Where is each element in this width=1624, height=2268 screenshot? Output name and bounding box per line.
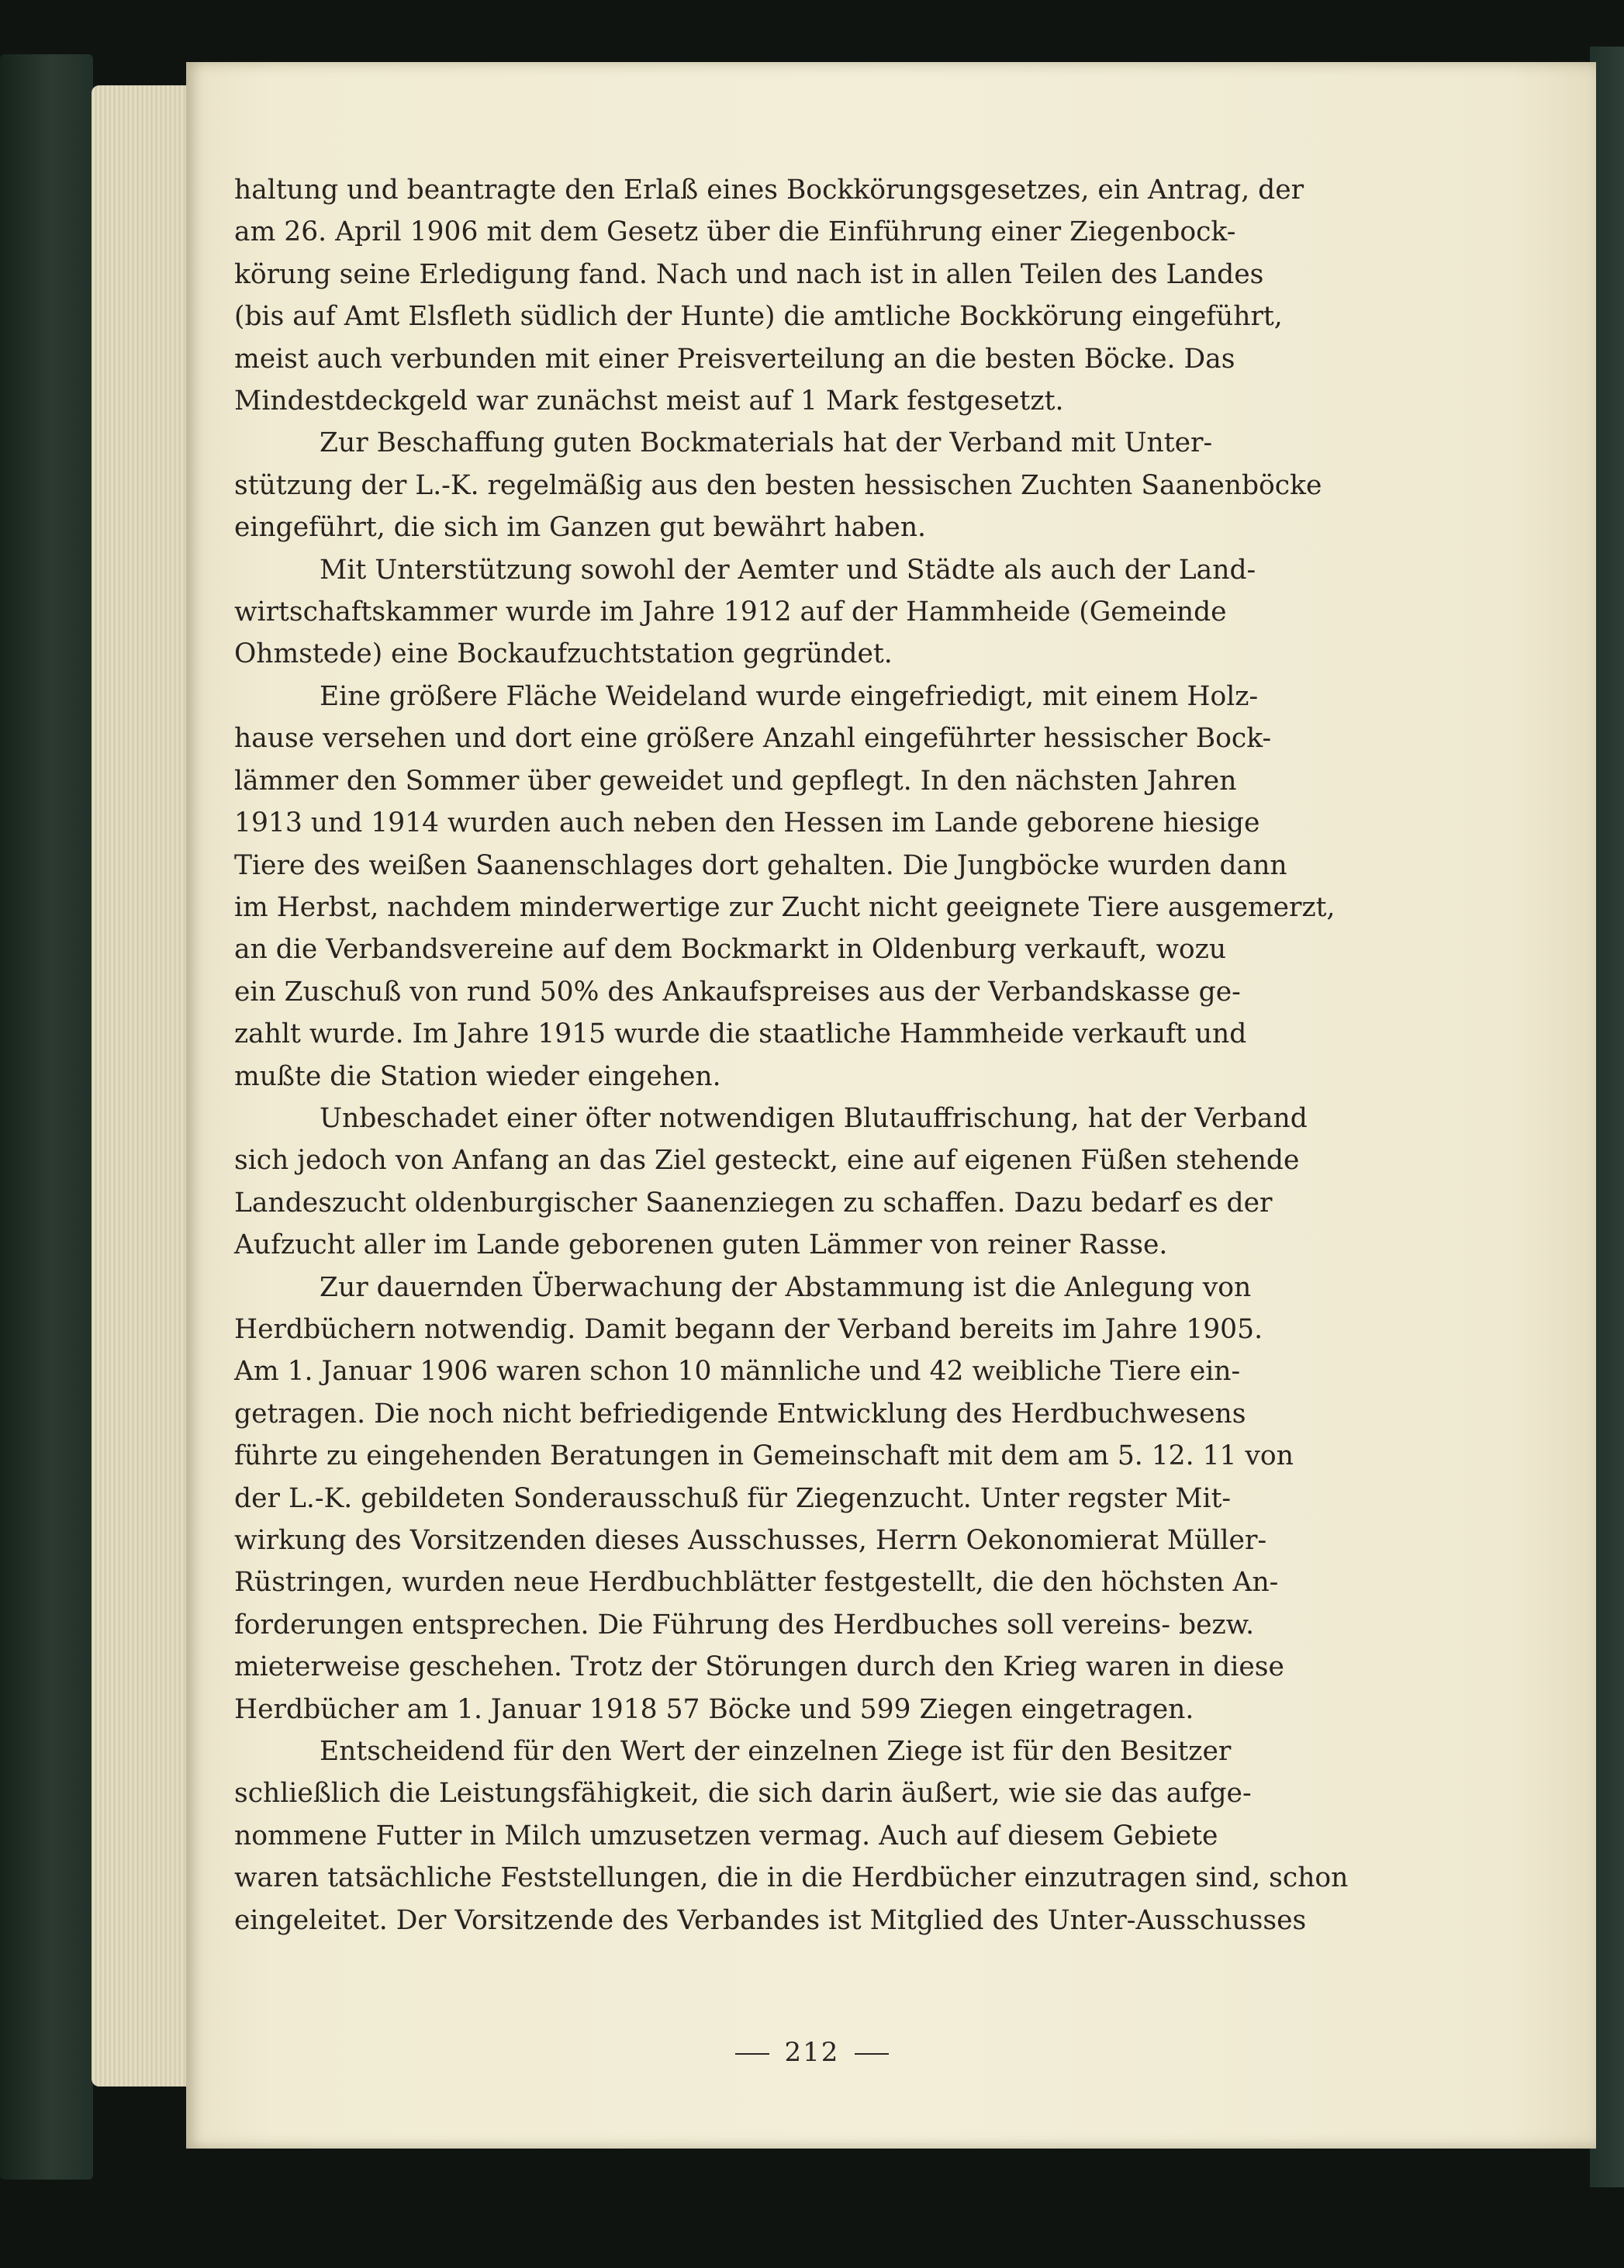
text-line: meist auch verbunden mit einer Preisverteilung an die besten Böcke. Das — [234, 343, 1235, 375]
text-line: stützung der L.-K. regelmäßig aus den besten hessischen Zuchten Saanenböcke — [234, 469, 1322, 501]
dash-right — [855, 2053, 889, 2055]
text-line: Ohmstede) eine Bockaufzuchtstation gegründet. — [234, 638, 893, 670]
text-line: führte zu eingehenden Beratungen in Gemeinschaft mit dem am 5. 12. 11 von — [234, 1440, 1294, 1472]
paragraph-start: Entscheidend für den Wert der einzelnen Ziege ist für den Besitzer — [320, 1736, 1232, 1768]
page-number — [0, 2037, 1624, 2068]
text-line: nommene Futter in Milch umzusetzen vermag. Auch auf diesem Gebiete — [234, 1820, 1218, 1851]
paragraph-start: Mit Unterstützung sowohl der Aemter und Städte als auch der Land- — [320, 554, 1256, 586]
text-line: hause versehen und dort eine größere Anzahl eingeführter hessischer Bock- — [234, 723, 1272, 755]
text-line: Aufzucht aller im Lande geborenen guten Lämmer von reiner Rasse. — [234, 1229, 1168, 1261]
paragraph-start: Zur Beschaffung guten Bockmaterials hat der Verband mit Unter- — [320, 427, 1213, 459]
book-cover-left — [0, 54, 93, 2180]
text-line: Tiere des weißen Saanenschlages dort gehalten. Die Jungböcke wurden dann — [234, 849, 1287, 881]
text-line: am 26. April 1906 mit dem Gesetz über die Einführung einer Ziegenbock- — [234, 216, 1236, 248]
text-line: Herdbüchern notwendig. Damit begann der Verband bereits im Jahre 1905. — [234, 1313, 1263, 1345]
body-text — [234, 169, 1349, 1941]
text-line: im Herbst, nachdem minderwertige zur Zucht nicht geeignete Tiere ausgemerzt, — [234, 891, 1335, 923]
text-line: haltung und beantragte den Erlaß eines Bockkörungsgesetzes, ein Antrag, der — [234, 175, 1304, 206]
text-line: 1913 und 1914 wurden auch neben den Hessen im Lande geborene hiesige — [234, 807, 1260, 839]
text-line: zahlt wurde. Im Jahre 1915 wurde die staatliche Hammheide verkauft und — [234, 1018, 1247, 1050]
text-line: Herdbücher am 1. Januar 1918 57 Böcke und 599 Ziegen eingetragen. — [234, 1693, 1194, 1725]
text-line: wirtschaftskammer wurde im Jahre 1912 auf der Hammheide (Gemeinde — [234, 596, 1227, 628]
paragraph-start: Eine größere Fläche Weideland wurde eingefriedigt, mit einem Holz- — [320, 680, 1259, 712]
text-line: Landeszucht oldenburgischer Saanenziegen zu schaffen. Dazu bedarf es der — [234, 1187, 1273, 1219]
page-edges — [92, 85, 200, 2086]
text-line: forderungen entsprechen. Die Führung des Herdbuches soll vereins- bezw. — [234, 1609, 1255, 1640]
dash-left — [735, 2053, 769, 2055]
text-line: mieterweise geschehen. Trotz der Störungen durch den Krieg waren in diese — [234, 1651, 1284, 1683]
text-line: an die Verbandsvereine auf dem Bockmarkt in Oldenburg verkauft, wozu — [234, 934, 1227, 966]
text-line: ein Zuschuß von rund 50% des Ankaufspreises aus der Verbandskasse ge- — [234, 976, 1241, 1008]
text-line: sich jedoch von Anfang an das Ziel gesteckt, eine auf eigenen Füßen stehende — [234, 1145, 1300, 1177]
paragraph-start: Unbeschadet einer öfter notwendigen Blutauffrischung, hat der Verband — [320, 1102, 1308, 1134]
text-line: lämmer den Sommer über geweidet und gepflegt. In den nächsten Jahren — [234, 765, 1237, 797]
text-line: (bis auf Amt Elsfleth südlich der Hunte) die amtliche Bockkörung eingeführt, — [234, 301, 1283, 333]
text-line: mußte die Station wieder eingehen. — [234, 1060, 721, 1092]
text-line: Mindestdeckgeld war zunächst meist auf 1 Mark festgesetzt. — [234, 385, 1064, 417]
text-line: eingeleitet. Der Vorsitzende des Verbandes ist Mitglied des Unter-Ausschusses — [234, 1904, 1307, 1936]
text-line: der L.-K. gebildeten Sonderausschuß für Ziegenzucht. Unter regster Mit- — [234, 1482, 1232, 1514]
text-line: wirkung des Vorsitzenden dieses Ausschusses, Herrn Oekonomierat Müller- — [234, 1525, 1267, 1556]
text-line: eingeführt, die sich im Ganzen gut bewährt haben. — [234, 512, 927, 544]
text-line: Rüstringen, wurden neue Herdbuchblätter festgestellt, die den höchsten An- — [234, 1567, 1279, 1599]
text-line: schließlich die Leistungsfähigkeit, die sich darin äußert, wie sie das aufge- — [234, 1778, 1252, 1810]
text-line: körung seine Erledigung fand. Nach und nach ist in allen Teilen des Landes — [234, 258, 1264, 290]
paragraph-start: Zur dauernden Überwachung der Abstammung ist die Anlegung von — [320, 1271, 1252, 1303]
text-line: getragen. Die noch nicht befriedigende Entwicklung des Herdbuchwesens — [234, 1398, 1246, 1430]
page-number-value: 212 — [784, 2037, 840, 2068]
text-line: waren tatsächliche Feststellungen, die in die Herdbücher einzutragen sind, schon — [234, 1862, 1349, 1894]
text-line: Am 1. Januar 1906 waren schon 10 männliche und 42 weibliche Tiere ein- — [234, 1356, 1241, 1388]
